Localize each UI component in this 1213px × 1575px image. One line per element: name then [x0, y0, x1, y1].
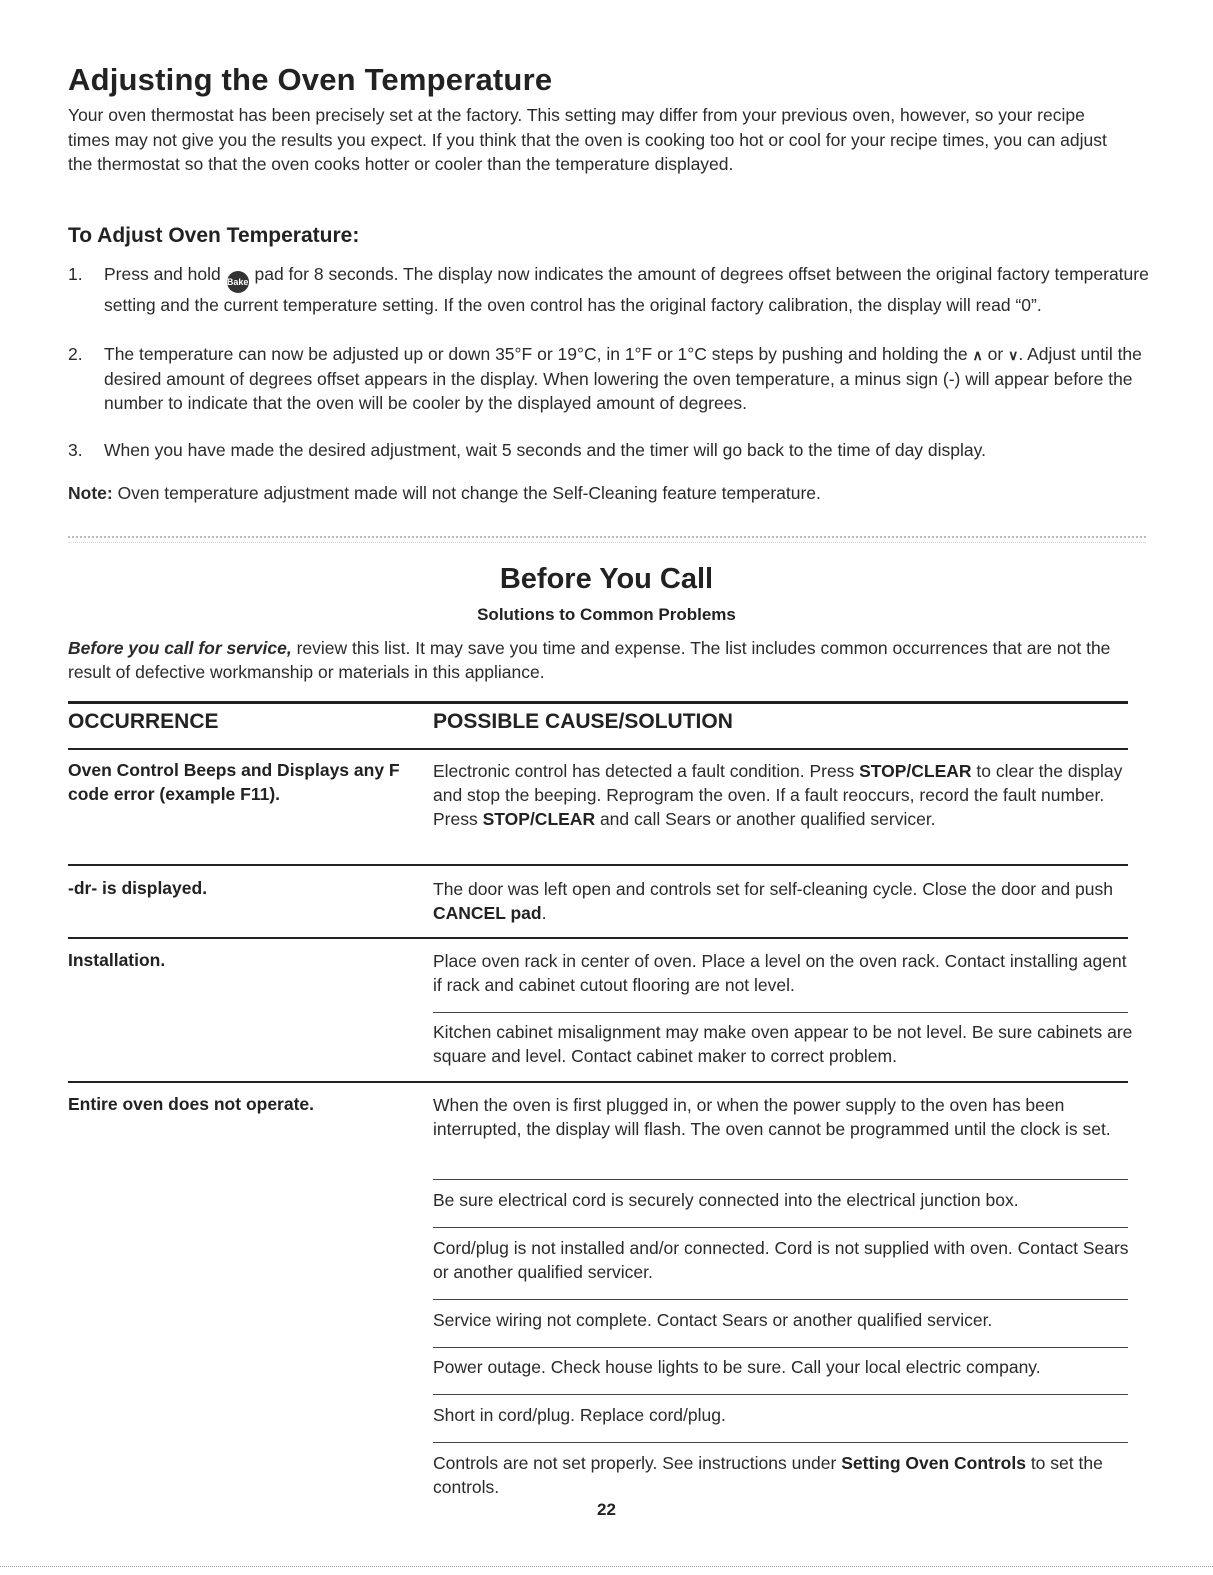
occurrence-cell: -dr- is displayed. [68, 878, 208, 898]
section-subtitle: Solutions to Common Problems [477, 605, 736, 624]
solution-cell: Kitchen cabinet misalignment may make oven appear to be not level. Be sure cabinets are square and level. Contact cabinet maker to correct problem. [433, 1022, 1133, 1067]
solution-divider [433, 1442, 1128, 1443]
solution-cell: When the oven is first plugged in, or when the power supply to the oven has been interrupted, the display will flash. The oven cannot be programmed until the clock is set. [433, 1095, 1111, 1140]
table-row-rule [68, 937, 1128, 939]
step-number: 1. [68, 264, 83, 284]
step-text: pad for 8 seconds. The display now indicates the amount of degrees offset between the original factory temperature setting and the current temperature setting. If the oven control has the original factory calibration, the display will read “0”. [104, 264, 1149, 315]
table-top-rule [68, 701, 1128, 704]
solution-cell: Cord/plug is not installed and/or connected. Cord is not supplied with oven. Contact Sears or another qualified servicer. [433, 1238, 1129, 1283]
step-text: Press and hold [104, 264, 221, 284]
solution-divider [433, 1299, 1128, 1300]
table-row-rule [68, 1081, 1128, 1083]
solution-divider [433, 1227, 1128, 1228]
solution-cell: Electronic control has detected a fault condition. Press STOP/CLEAR to clear the display and stop the beeping. Reprogram the oven. If a fault reoccurs, record the fault number. Press STOP/CLEAR and call Sears or another qualified servicer. [433, 761, 1123, 830]
stop-clear-label: STOP/CLEAR [859, 761, 972, 781]
solution-cell: The door was left open and controls set for self-cleaning cycle. Close the door and push CANCEL pad. [433, 879, 1113, 924]
step-text: When you have made the desired adjustment, wait 5 seconds and the timer will go back to the time of day display. [104, 440, 986, 460]
intro-lead: Before you call for service, [68, 638, 292, 658]
solution-cell: Service wiring not complete. Contact Sears or another qualified servicer. [433, 1310, 993, 1330]
occurrence-cell: Entire oven does not operate. [68, 1094, 315, 1114]
setting-oven-controls-label: Setting Oven Controls [841, 1453, 1026, 1473]
bottom-edge [0, 1566, 1213, 1569]
solution-cell: Controls are not set properly. See instructions under Setting Oven Controls to set the controls. [433, 1453, 1103, 1498]
stop-clear-label: STOP/CLEAR [482, 809, 596, 830]
adjusting-intro: Your oven thermostat has been precisely set at the factory. This setting may differ from your previous oven, however, so your recipe times may not give you the results you expect. If you think that the oven is cooking too hot or cool for your recipe times, you can adjust the thermostat so that the oven cooks hotter or cooler than the temperature displayed. [68, 105, 1107, 175]
note-label: Note: [68, 483, 113, 503]
section-title-before-you-call: Before You Call [499, 563, 714, 595]
table-row-rule [68, 748, 1128, 750]
table-row-rule [68, 864, 1128, 866]
occurrence-cell: Oven Control Beeps and Displays any F code error (example F11). [68, 760, 400, 804]
bake-pad-icon: Bake [227, 271, 249, 293]
section-divider [68, 536, 1146, 543]
solution-divider [433, 1012, 1128, 1013]
subsection-title: To Adjust Oven Temperature: [68, 224, 360, 247]
solution-cell: Power outage. Check house lights to be sure. Call your local electric company. [433, 1357, 1041, 1377]
before-you-call-intro [68, 636, 1153, 684]
column-header-solution: POSSIBLE CAUSE/SOLUTION [433, 710, 733, 733]
solution-cell: Place oven rack in center of oven. Place a level on the oven rack. Contact installing agent if rack and cabinet cutout flooring are not level. [433, 951, 1127, 996]
solution-cell: Short in cord/plug. Replace cord/plug. [433, 1405, 726, 1425]
solution-divider [433, 1347, 1128, 1348]
step-text: or [987, 344, 1004, 364]
up-arrow-icon: ∧ [972, 347, 983, 363]
page-number: 22 [597, 1500, 616, 1519]
step-number: 2. [68, 344, 83, 364]
column-header-occurrence: OCCURRENCE [68, 710, 219, 733]
solution-cell: Be sure electrical cord is securely connected into the electrical junction box. [433, 1190, 1019, 1210]
down-arrow-icon: ∨ [1008, 347, 1019, 363]
note [68, 483, 821, 504]
step-number: 3. [68, 440, 83, 460]
cancel-pad-label: CANCEL pad [433, 903, 542, 924]
occurrence-cell: Installation. [68, 950, 166, 970]
section-title-adjusting: Adjusting the Oven Temperature [68, 62, 553, 97]
intro-text: review this list. It may save you time and expense. The list includes common occurrences that are not the result of defective workmanship or materials in this appliance. [68, 638, 1111, 682]
solution-divider [433, 1394, 1128, 1395]
step-text: . Adjust until the desired amount of degrees offset appears in the display. When lowering the oven temperature, a minus sign (-) will appear before the number to indicate that the oven will be cooler by the displayed amount of degrees. [104, 344, 1142, 413]
solution-divider [433, 1179, 1128, 1180]
note-text: Oven temperature adjustment made will not change the Self-Cleaning feature temperature. [117, 483, 821, 503]
step-text: The temperature can now be adjusted up or down 35°F or 19°C, in 1°F or 1°C steps by pushing and holding the [104, 344, 968, 364]
